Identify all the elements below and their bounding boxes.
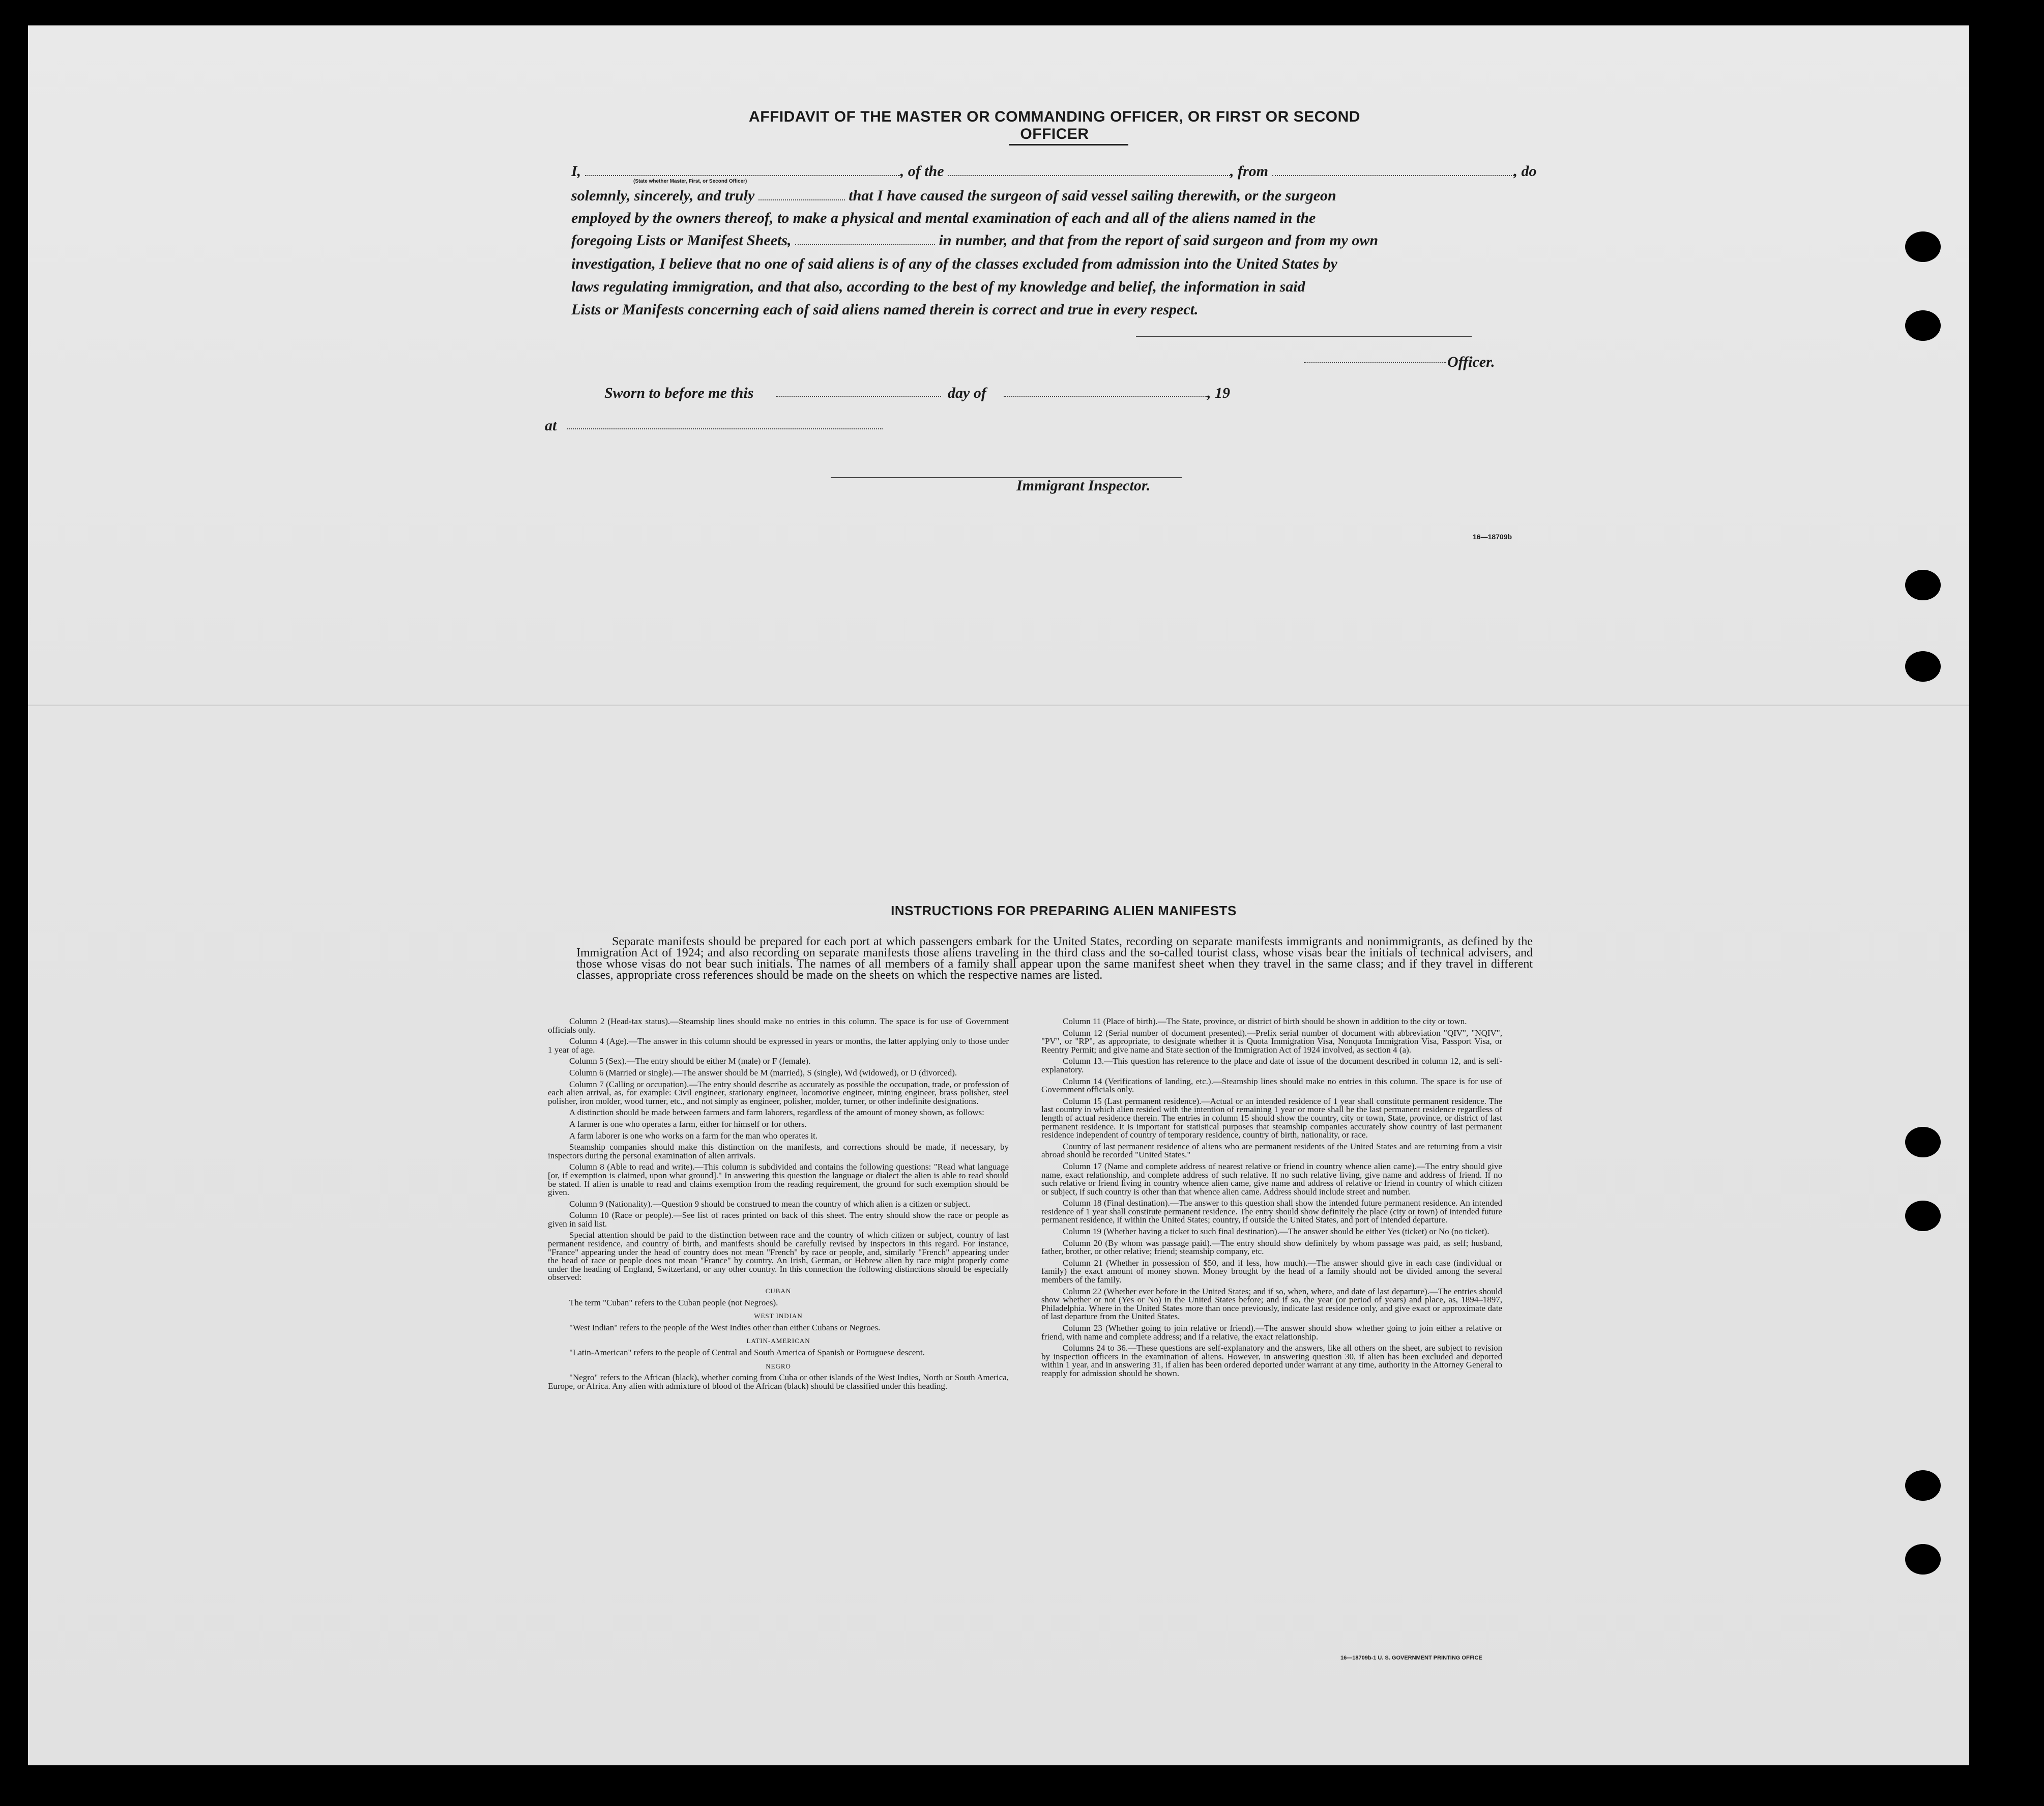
instruction-column-13: Column 13.—This question has reference to the place and date of issue of the document described in column 12, and is self-explanatory.: [1041, 1056, 1502, 1074]
instruction-column-14: Column 14 (Verifications of landing, etc.).—Steamship lines should make no entries in this column. The space is for use of Government officials only.: [1041, 1076, 1502, 1095]
officer-label: Officer.: [1447, 354, 1495, 370]
instruction-west-indian: "West Indian" refers to the people of the West Indies other than either Cubans or Negroes.: [569, 1322, 881, 1332]
heading-west-indian: WEST INDIAN: [754, 1312, 803, 1320]
instruction-race-distinction: Special attention should be paid to the distinction between race and the country of which citizen or subject, country of last permanent residence, and country of birth, and manifests should be carefully revised by inspectors in this regard. For instance, "France" appearing under the head of country does not mean "French" by race or people, and, similarly "French" appearing under the head of race or people does not mean "France" by country. An Irish, German, or Hebrew alien by race might properly come under the heading of England, Switzerland, or any other country. In this connection the following distinctions should be especially observed:: [548, 1230, 1009, 1283]
sworn-text: Sworn to before me this: [604, 385, 754, 401]
instruction-column-6: Column 6 (Married or single).—The answer should be M (married), S (single), Wd (widowed), or D (divorced).: [569, 1067, 957, 1077]
instruction-column-7: Column 7 (Calling or occupation).—The entry should describe as accurately as possible the occupation, trade, or profession of each alien arrival, as, for example: Civil engineer, stationary engineer, locomotive engineer, mining engineer, brass polisher, steel polisher, iron molder, wood turner, etc., and not simply as engineer, polisher, molder, turner, or other indefinite designations.: [548, 1079, 1009, 1106]
punch-hole: [1905, 651, 1941, 682]
instruction-farmer-distinction: A distinction should be made between farmers and farm laborers, regardless of the amount of money shown, as follows:: [569, 1108, 984, 1118]
heading-negro: NEGRO: [766, 1362, 791, 1370]
instruction-column-5: Column 5 (Sex).—The entry should be either M (male) or F (female).: [569, 1056, 811, 1066]
instruction-column-4: Column 4 (Age).—The answer in this column should be expressed in years or months, the latter applying only to those under 1 year of age.: [548, 1036, 1009, 1055]
affidavit-of-the: , of the: [900, 163, 944, 180]
instructions-right-column: [1041, 1017, 1502, 1381]
page-fold-line: [28, 705, 1969, 706]
vessel-name-blank[interactable]: [948, 164, 1230, 176]
instruction-column-23: Column 23 (Whether going to join relative or friend).—The answer should show whether going to join either a relative or friend, with name and complete address; and if a relative, the exact relationship.: [1041, 1323, 1502, 1342]
affidavit-line-7: Lists or Manifests concerning each of said aliens named therein is correct and true in every respect.: [571, 301, 1199, 318]
instructions-intro: Separate manifests should be prepared for each port at which passengers embark for the United States, recording on separate manifests immigrants and nonimmigrants, as defined by the Immigration Act of 1924; and also recording on separate manifests those aliens traveling in the third class and the so-called tourist class, whose visas bear the initials of technical advisers, and those whose visas do not bear such initials. The names of all members of a family shall appear upon the same manifest sheet when they travel in the same class; and if they travel in different classes, appropriate cross references should be made on the sheets on which the respective names are listed.: [576, 935, 1533, 982]
affidavit-from: , from: [1230, 163, 1269, 180]
sworn-month-blank[interactable]: [1004, 396, 1207, 397]
instruction-column-12: Column 12 (Serial number of document presented).—Prefix serial number of document with abbreviation "QIV", "NQIV", "PV", or "RP", as appropriate, to designate whether it is Quota Immigration Visa, Nonquota Immigration Visa, Passport Visa, or Reentry Permit; and give name and State section of the Immigration Act of 1924 involved, as section 4 (a).: [1041, 1028, 1502, 1055]
officer-rank-hint: (State whether Master, First, or Second Officer): [633, 179, 747, 184]
affidavit-title: AFFIDAVIT OF THE MASTER OR COMMANDING OFFICER, OR FIRST OR SECOND OFFICER: [749, 108, 1360, 142]
instruction-cuban: The term "Cuban" refers to the Cuban people (not Negroes).: [569, 1297, 778, 1307]
heading-latin-american: LATIN-AMERICAN: [746, 1337, 810, 1345]
instruction-latin-american: "Latin-American" refers to the people of Central and South America of Spanish or Portuguese descent.: [569, 1348, 925, 1357]
instruction-column-18: Column 18 (Final destination).—The answer to this question shall show the intended future permanent residence. An intended residence of 1 year shall constitute permanent residence. The entry should show definitely the place (city or town) of intended future permanent residence, if within the United States; country, if outside the United States, and port of intended departure.: [1041, 1198, 1502, 1225]
affidavit-line-6: laws regulating immigration, and that also, according to the best of my knowledge and belief, the information in said: [571, 278, 1305, 295]
year-text: , 19: [1207, 385, 1230, 401]
instruction-farmer: A farmer is one who operates a farm, either for himself or for others.: [569, 1119, 807, 1129]
title-divider: [1009, 144, 1128, 145]
instruction-columns-24-36: Columns 24 to 36.—These questions are self-explanatory and the answers, like all others on the sheet, are subject to revision by inspection officers in the examination of aliens. However, in answering question 30, if alien has been excluded and deported within 1 year, and in answering 31, if alien has been ordered deported under warrant at any time, authority in the Attorney General to reapply for admission should be shown.: [1041, 1343, 1502, 1378]
affidavit-form-number: 16—18709b: [1473, 533, 1512, 541]
day-of-text: day of: [948, 385, 986, 401]
punch-hole: [1905, 1127, 1941, 1157]
affidavit-surgeon-text: that I have caused the surgeon of said vessel sailing therewith, or the surgeon: [849, 187, 1336, 204]
punch-hole: [1905, 1544, 1941, 1575]
punch-hole: [1905, 570, 1941, 600]
affidavit-in-number: in number, and that from the report of said surgeon and from my own: [939, 232, 1379, 249]
affidavit-i: I,: [571, 163, 581, 180]
affidavit-line-2: [571, 185, 1538, 207]
instruction-column-8: Column 8 (Able to read and write).—This column is subdivided and contains the following questions: "Read what language [or, if exemption is claimed, upon what ground]." In answering this question the language or dialect the alien is able to read should be stated. If alien is unable to read and claims exemption from the reading requirement, the ground for such exemption should be given.: [548, 1162, 1009, 1198]
instructions-title: INSTRUCTIONS FOR PREPARING ALIEN MANIFESTS: [891, 903, 1237, 918]
sheet-count-blank[interactable]: [795, 233, 935, 245]
instructions-left-column: [548, 1017, 1009, 1393]
punch-hole: [1905, 231, 1941, 262]
officer-signature-dots: [1304, 362, 1446, 363]
instruction-column-17: Column 17 (Name and complete address of nearest relative or friend in country whence alien came).—The entry should give name, exact relationship, and complete address of such relative. If no such relative living, give name and address of friend. If no such relative or friend living in country whence alien came, give name and address of relative or friend in country of which citizen or subject, if such country is other than that whence alien came. Address should include street and number.: [1041, 1161, 1502, 1197]
manifest-sheet: [28, 25, 1969, 1765]
instruction-column-15: Column 15 (Last permanent residence).—Actual or an intended residence of 1 year shall constitute permanent residence. The last country in which alien resided with the intention of remaining 1 year or more shall be the last permanent residence regardless of length of actual residence therein. The entries in column 15 should show the country, city or town, State, province, or district of last permanent residence. It is important for statistical purposes that steamship companies accurately show country of last permanent residence independent of country of temporary residence, country of birth, nationality, or race.: [1041, 1096, 1502, 1140]
officer-signature-line[interactable]: [1136, 336, 1472, 337]
heading-cuban: CUBAN: [765, 1287, 792, 1295]
oath-type-blank[interactable]: [758, 188, 845, 200]
instruction-column-10: Column 10 (Race or people).—See list of races printed on back of this sheet. The entry should show the race or people as given in said list.: [548, 1210, 1009, 1229]
affidavit-line-4: [571, 229, 1538, 252]
instruction-farm-laborer: A farm laborer is one who works on a farm for the man who operates it.: [569, 1130, 818, 1141]
instructions-footer: 16—18709b-1 U. S. GOVERNMENT PRINTING OFFICE: [1340, 1655, 1482, 1661]
at-text: at: [545, 417, 557, 434]
instruction-us-residence: Country of last permanent residence of aliens who are permanent residents of the United States and are returning from a visit abroad should be recorded "United States.": [1041, 1141, 1502, 1160]
affidavit-foregoing: foregoing Lists or Manifest Sheets,: [571, 232, 792, 249]
officer-rank-blank[interactable]: [585, 164, 900, 176]
affidavit-solemnly: solemnly, sincerely, and truly: [571, 187, 755, 204]
instruction-column-20: Column 20 (By whom was passage paid).—The entry should show definitely by whom passage was paid, as self; husband, father, brother, or other relative; friend; steamship company, etc.: [1041, 1238, 1502, 1257]
instruction-negro: "Negro" refers to the African (black), whether coming from Cuba or other islands of the West Indies, North or South America, Europe, or Africa. Any alien with admixture of blood of the African (black) should be classified under this heading.: [548, 1373, 1009, 1391]
instruction-column-22: Column 22 (Whether ever before in the United States; and if so, when, where, and date of last departure).—The entries should show whether or not (Yes or No) in the United States before; and if so, the year (or period of years) and place, as, 1894–1897, Philadelphia. Where in the United States more than once previously, indicate last residence only, and give exact or approximate date of last departure from the United States.: [1041, 1286, 1502, 1322]
instruction-column-21: Column 21 (Whether in possession of $50, and if less, how much).—The answer should give in each case (individual or family) the exact amount of money shown. Money brought by the head of a family should not be divided among the several members of the family.: [1041, 1258, 1502, 1285]
instruction-steamship-distinction: Steamship companies should make this distinction on the manifests, and corrections should be made, if necessary, by inspectors during the personal examination of alien arrivals.: [548, 1142, 1009, 1160]
sworn-day-blank[interactable]: [776, 396, 941, 397]
punch-hole: [1905, 310, 1941, 341]
sworn-place-blank[interactable]: [567, 428, 883, 429]
instruction-column-19: Column 19 (Whether having a ticket to such final destination).—The answer should be either Yes (ticket) or No (no ticket).: [1063, 1227, 1490, 1237]
affidavit-line-3: employed by the owners thereof, to make a physical and mental examination of each and all of the aliens named in the: [571, 210, 1316, 226]
punch-hole: [1905, 1470, 1941, 1501]
instruction-column-9: Column 9 (Nationality).—Question 9 should be construed to mean the country of which alien is a citizen or subject.: [569, 1199, 971, 1209]
port-from-blank[interactable]: [1272, 164, 1514, 176]
affidavit-do: , do: [1513, 163, 1537, 180]
inspector-label: Immigrant Inspector.: [1016, 477, 1151, 494]
affidavit-line-5: investigation, I believe that no one of said aliens is of any of the classes excluded from admission into the United States by: [571, 255, 1337, 272]
punch-hole: [1905, 1201, 1941, 1231]
instruction-column-2: Column 2 (Head-tax status).—Steamship lines should make no entries in this column. The space is for use of Government officials only.: [548, 1016, 1009, 1035]
instruction-column-11: Column 11 (Place of birth).—The State, province, or district of birth should be shown in addition to the city or town.: [1063, 1016, 1467, 1026]
